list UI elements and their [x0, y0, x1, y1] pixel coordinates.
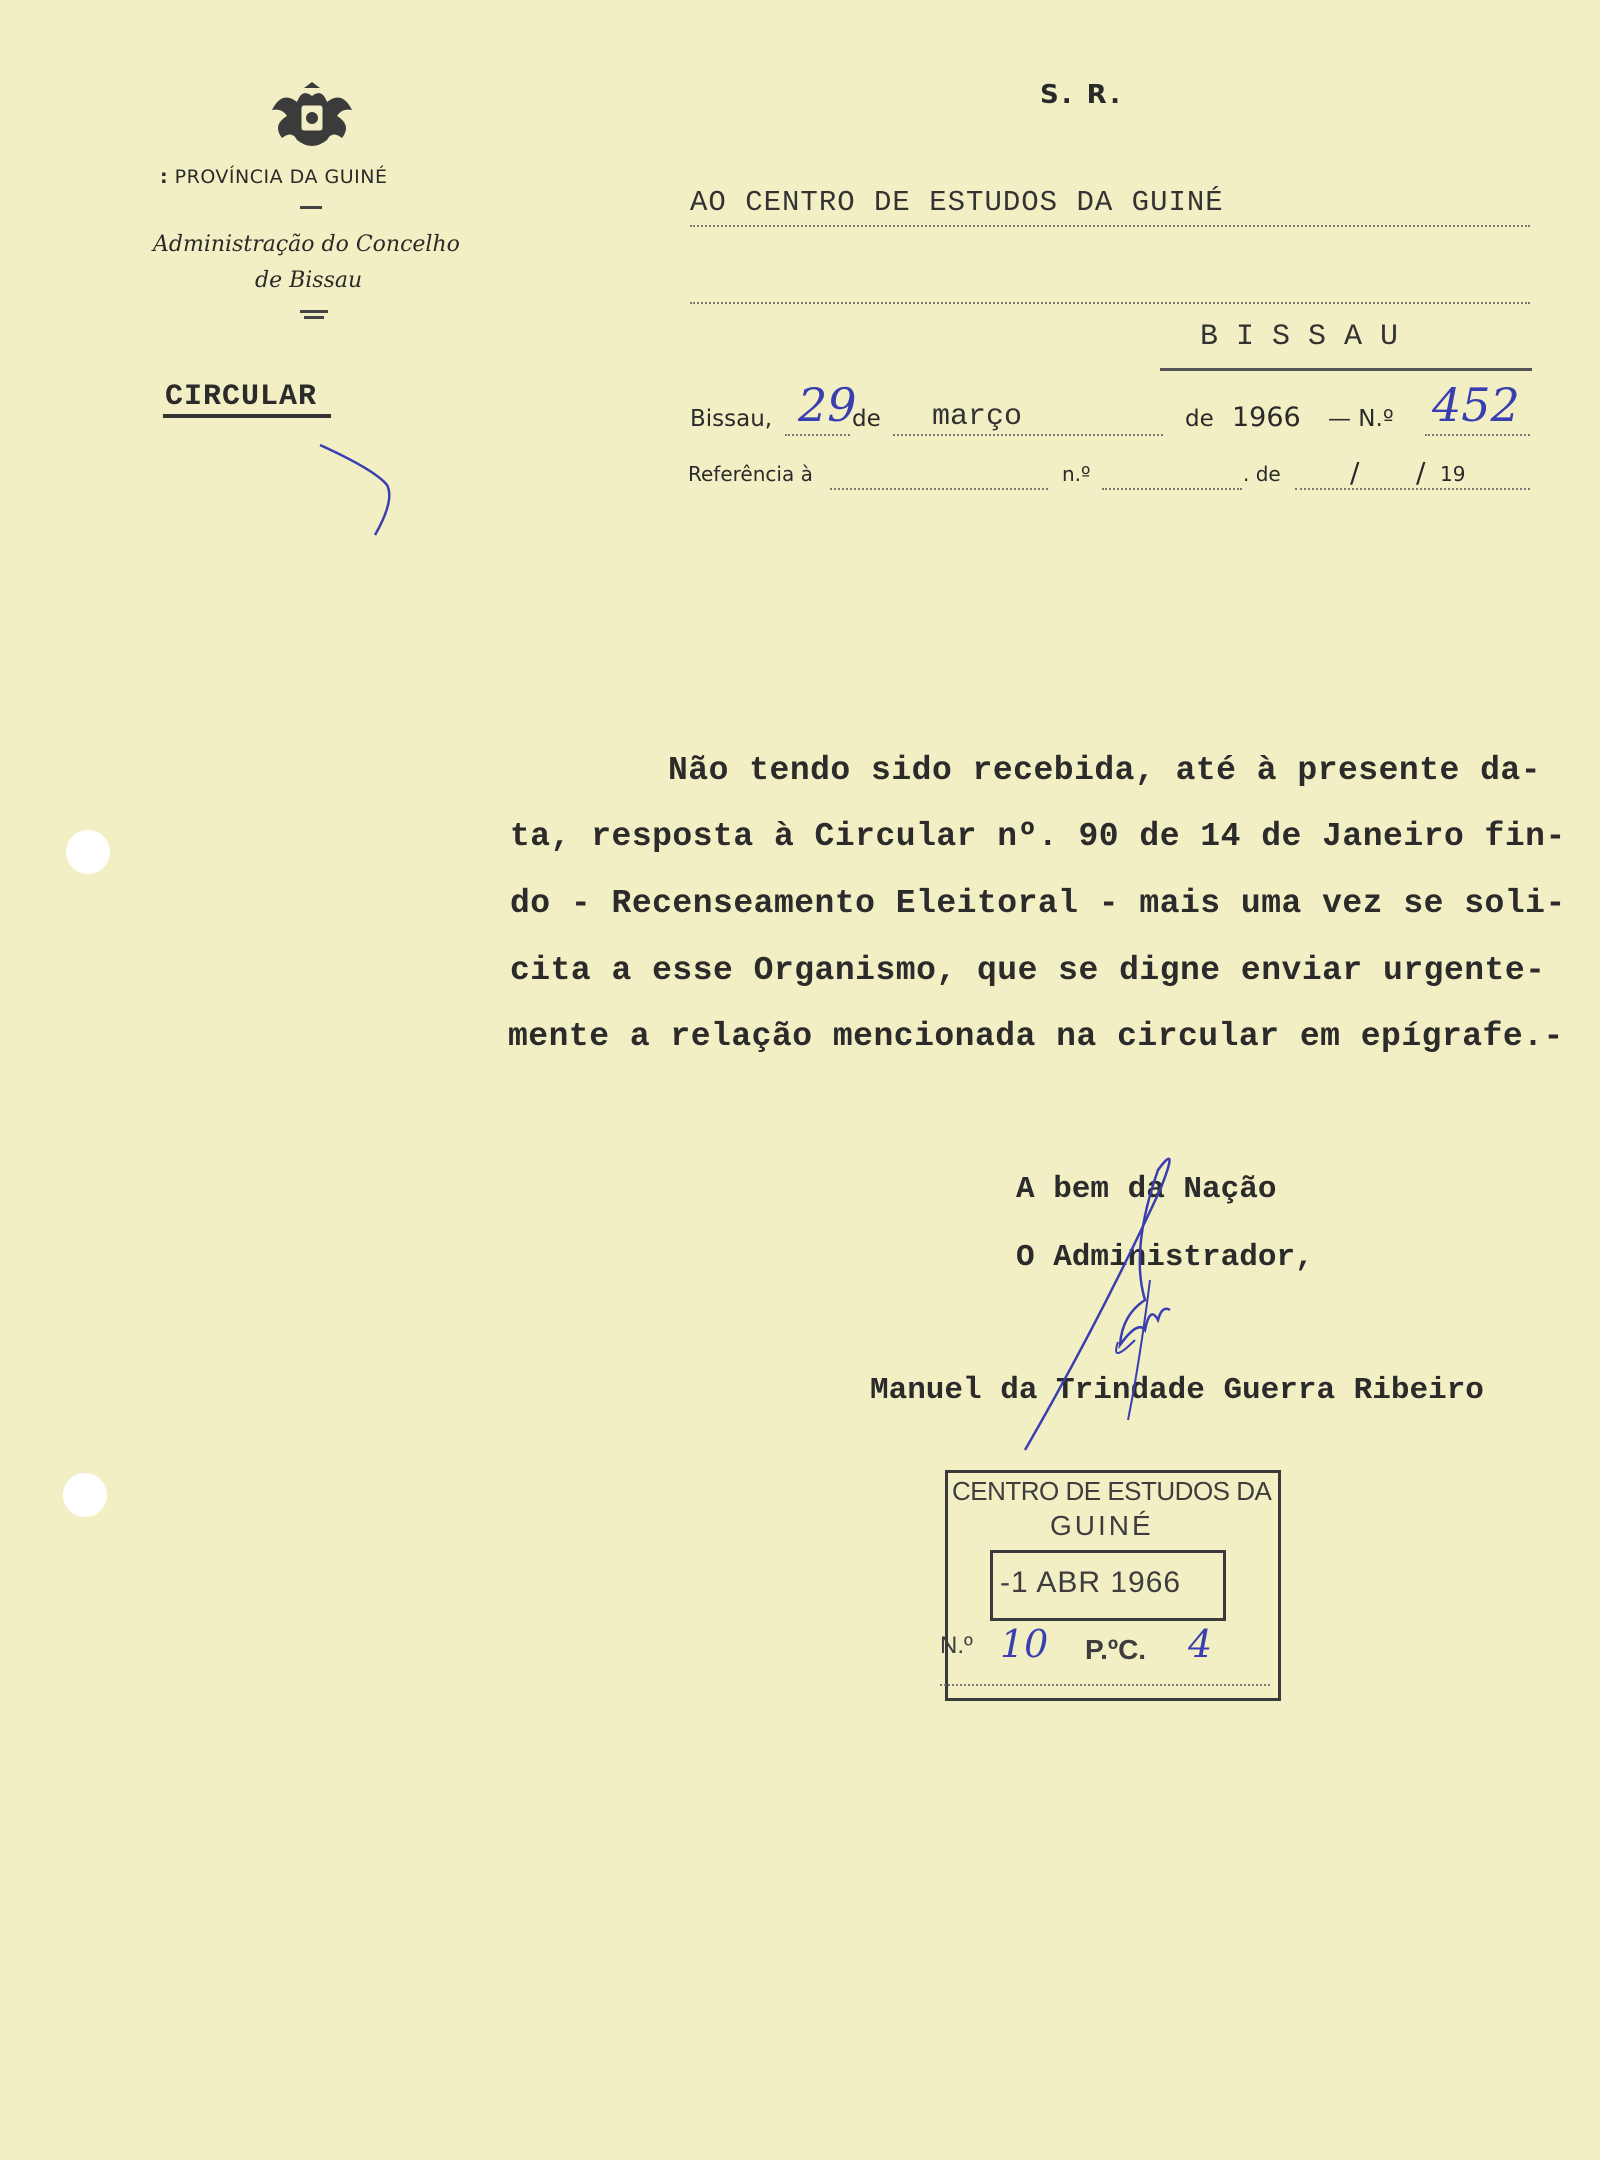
- service-mark: S. R.: [1040, 80, 1124, 110]
- reference-year-prefix: 19: [1440, 462, 1466, 486]
- date-day: 29: [798, 378, 857, 432]
- closing-title: O Administrador,: [1016, 1240, 1314, 1275]
- province-heading: : PROVÍNCIA DA GUINÉ: [160, 166, 388, 188]
- administration-line-2: de Bissau: [255, 268, 363, 293]
- date-month: março: [932, 400, 1023, 434]
- stamp-rule: [940, 1684, 1270, 1686]
- addressee-line-1-rule: [690, 225, 1530, 227]
- divider: [304, 316, 324, 319]
- stamp-date: -1 ABR 1966: [1000, 1566, 1182, 1599]
- number-rule: [1425, 434, 1530, 436]
- stamp-entry-number: 10: [1000, 1622, 1049, 1666]
- number-label: — N.º: [1328, 406, 1394, 432]
- body-line: ta, resposta à Circular nº. 90 de 14 de Janeiro fin-: [510, 818, 1566, 855]
- signature: [1010, 1130, 1270, 1460]
- circular-number: 452: [1432, 378, 1520, 432]
- document-type-underline: [163, 414, 331, 418]
- document-type: CIRCULAR: [165, 380, 318, 414]
- coat-of-arms-icon: [262, 80, 362, 155]
- body-line: cita a esse Organismo, que se digne enviar urgente-: [510, 952, 1546, 989]
- stamp-process-number: 4: [1188, 1622, 1213, 1666]
- body-line: Não tendo sido recebida, até à presente da-: [668, 752, 1542, 789]
- stamp-line-2: GUINÉ: [1050, 1510, 1154, 1541]
- body-line: mente a relação mencionada na circular em epígrafe.-: [508, 1018, 1564, 1055]
- stamp-entry-prefix: N.º: [940, 1632, 973, 1659]
- scan-margin: [1600, 0, 1621, 2160]
- closing-salutation: A bem da Nação: [1016, 1172, 1277, 1207]
- de-label: de: [852, 406, 881, 432]
- reference-number-label: n.º: [1062, 462, 1091, 486]
- stamp-line-1: CENTRO DE ESTUDOS DA: [952, 1476, 1272, 1506]
- divider: [300, 310, 328, 313]
- reference-slash: /: [1350, 456, 1360, 489]
- handwritten-mark: [315, 440, 405, 540]
- addressee-city: B I S S A U: [1200, 320, 1399, 354]
- reference-rule: [830, 488, 1048, 490]
- addressee-line-2-rule: [690, 302, 1530, 304]
- punch-hole: [66, 830, 110, 874]
- divider: [300, 206, 322, 209]
- reference-date-label: . de: [1243, 462, 1281, 486]
- reference-label: Referência à: [688, 462, 813, 486]
- reference-slash: /: [1416, 456, 1426, 489]
- addressee-line-1: AO CENTRO DE ESTUDOS DA GUINÉ: [690, 186, 1224, 219]
- punch-hole: [63, 1473, 107, 1517]
- reference-number-rule: [1102, 488, 1242, 490]
- body-line: do - Recenseamento Eleitoral - mais uma vez se soli-: [510, 885, 1566, 922]
- administration-line-1: Administração do Concelho: [153, 232, 460, 257]
- day-rule: [785, 434, 850, 436]
- stamp-process-label: P.ºC.: [1085, 1634, 1147, 1665]
- year-label: de: [1185, 406, 1214, 432]
- month-rule: [893, 434, 1163, 436]
- reference-date-rule: [1295, 488, 1530, 490]
- date-year: 1966: [1232, 402, 1301, 433]
- city-rule: [1160, 368, 1532, 371]
- place-label: Bissau,: [690, 406, 773, 432]
- signatory-name: Manuel da Trindade Guerra Ribeiro: [870, 1373, 1484, 1408]
